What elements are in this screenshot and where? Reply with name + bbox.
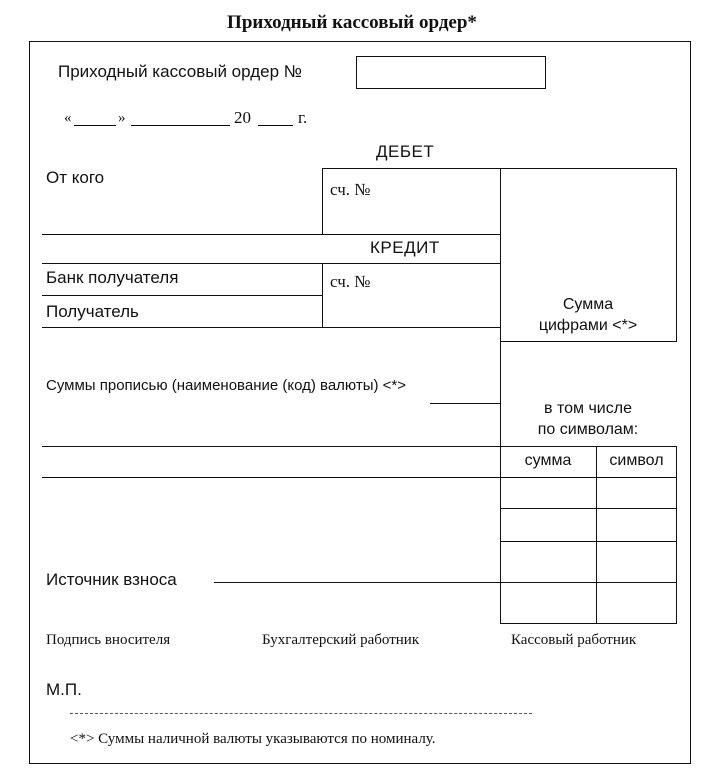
debit-left-line xyxy=(322,168,323,234)
table-left-line xyxy=(500,446,501,624)
table-mid-line xyxy=(596,446,597,624)
date-close-quote: » xyxy=(118,110,126,126)
sum-words-line-1[interactable] xyxy=(42,446,501,447)
credit-top-line xyxy=(42,263,501,264)
debit-label: ДЕБЕТ xyxy=(376,142,435,161)
stamp-label: М.П. xyxy=(46,680,82,699)
table-row-line xyxy=(500,477,677,478)
signature-accountant: Бухгалтерский работник xyxy=(262,632,420,648)
from-label: От кого xyxy=(46,168,105,187)
order-number-label: Приходный кассовый ордер № xyxy=(58,62,302,81)
including-label-2: по символам: xyxy=(537,421,639,438)
table-row-line xyxy=(500,582,677,583)
sum-box-right-line xyxy=(676,168,677,341)
debit-bottom-line xyxy=(322,234,501,235)
recipient-label: Получатель xyxy=(46,302,139,321)
date-day-field[interactable] xyxy=(74,125,116,126)
document-title: Приходный кассовый ордер* xyxy=(227,12,477,33)
date-month-field[interactable] xyxy=(131,125,230,126)
table-bottom-line xyxy=(500,623,677,624)
signature-cashier: Кассовый работник xyxy=(511,632,637,648)
credit-label: КРЕДИТ xyxy=(370,238,440,257)
bank-field-line[interactable] xyxy=(42,295,323,296)
date-year-field[interactable] xyxy=(258,125,293,126)
bank-label: Банк получателя xyxy=(46,268,179,287)
footnote-divider xyxy=(70,713,532,714)
table-row-line xyxy=(500,541,677,542)
table-right-line xyxy=(676,446,677,624)
sum-digits-label-2: цифрами <*> xyxy=(538,317,638,334)
footnote: <*> Суммы наличной валюты указываются по номиналу. xyxy=(70,731,436,747)
date-year-suffix: г. xyxy=(298,108,308,127)
from-field-line[interactable] xyxy=(42,234,323,235)
sum-box-bottom-line xyxy=(500,341,677,342)
including-label-1: в том числе xyxy=(544,400,632,417)
credit-account-label: сч. № xyxy=(330,272,371,291)
col-header-sum: сумма xyxy=(524,452,572,469)
col-header-symbol: символ xyxy=(609,452,664,469)
debit-account-label: сч. № xyxy=(330,180,371,199)
table-row-line xyxy=(500,508,677,509)
sum-words-field-line[interactable] xyxy=(430,403,501,404)
table-top-line xyxy=(500,446,677,447)
sum-words-label: Суммы прописью (наименование (код) валюты) <*> xyxy=(46,377,407,394)
order-number-field[interactable] xyxy=(356,56,546,89)
date-open-quote: « xyxy=(64,110,72,126)
sum-words-line-2[interactable] xyxy=(42,477,501,478)
date-year-prefix: 20 xyxy=(234,108,251,127)
signature-depositor: Подпись вносителя xyxy=(46,632,171,648)
sum-digits-label-1: Сумма xyxy=(562,296,614,313)
source-field-line[interactable] xyxy=(214,582,501,583)
source-label: Источник взноса xyxy=(46,570,177,589)
credit-bottom-line xyxy=(42,327,501,328)
